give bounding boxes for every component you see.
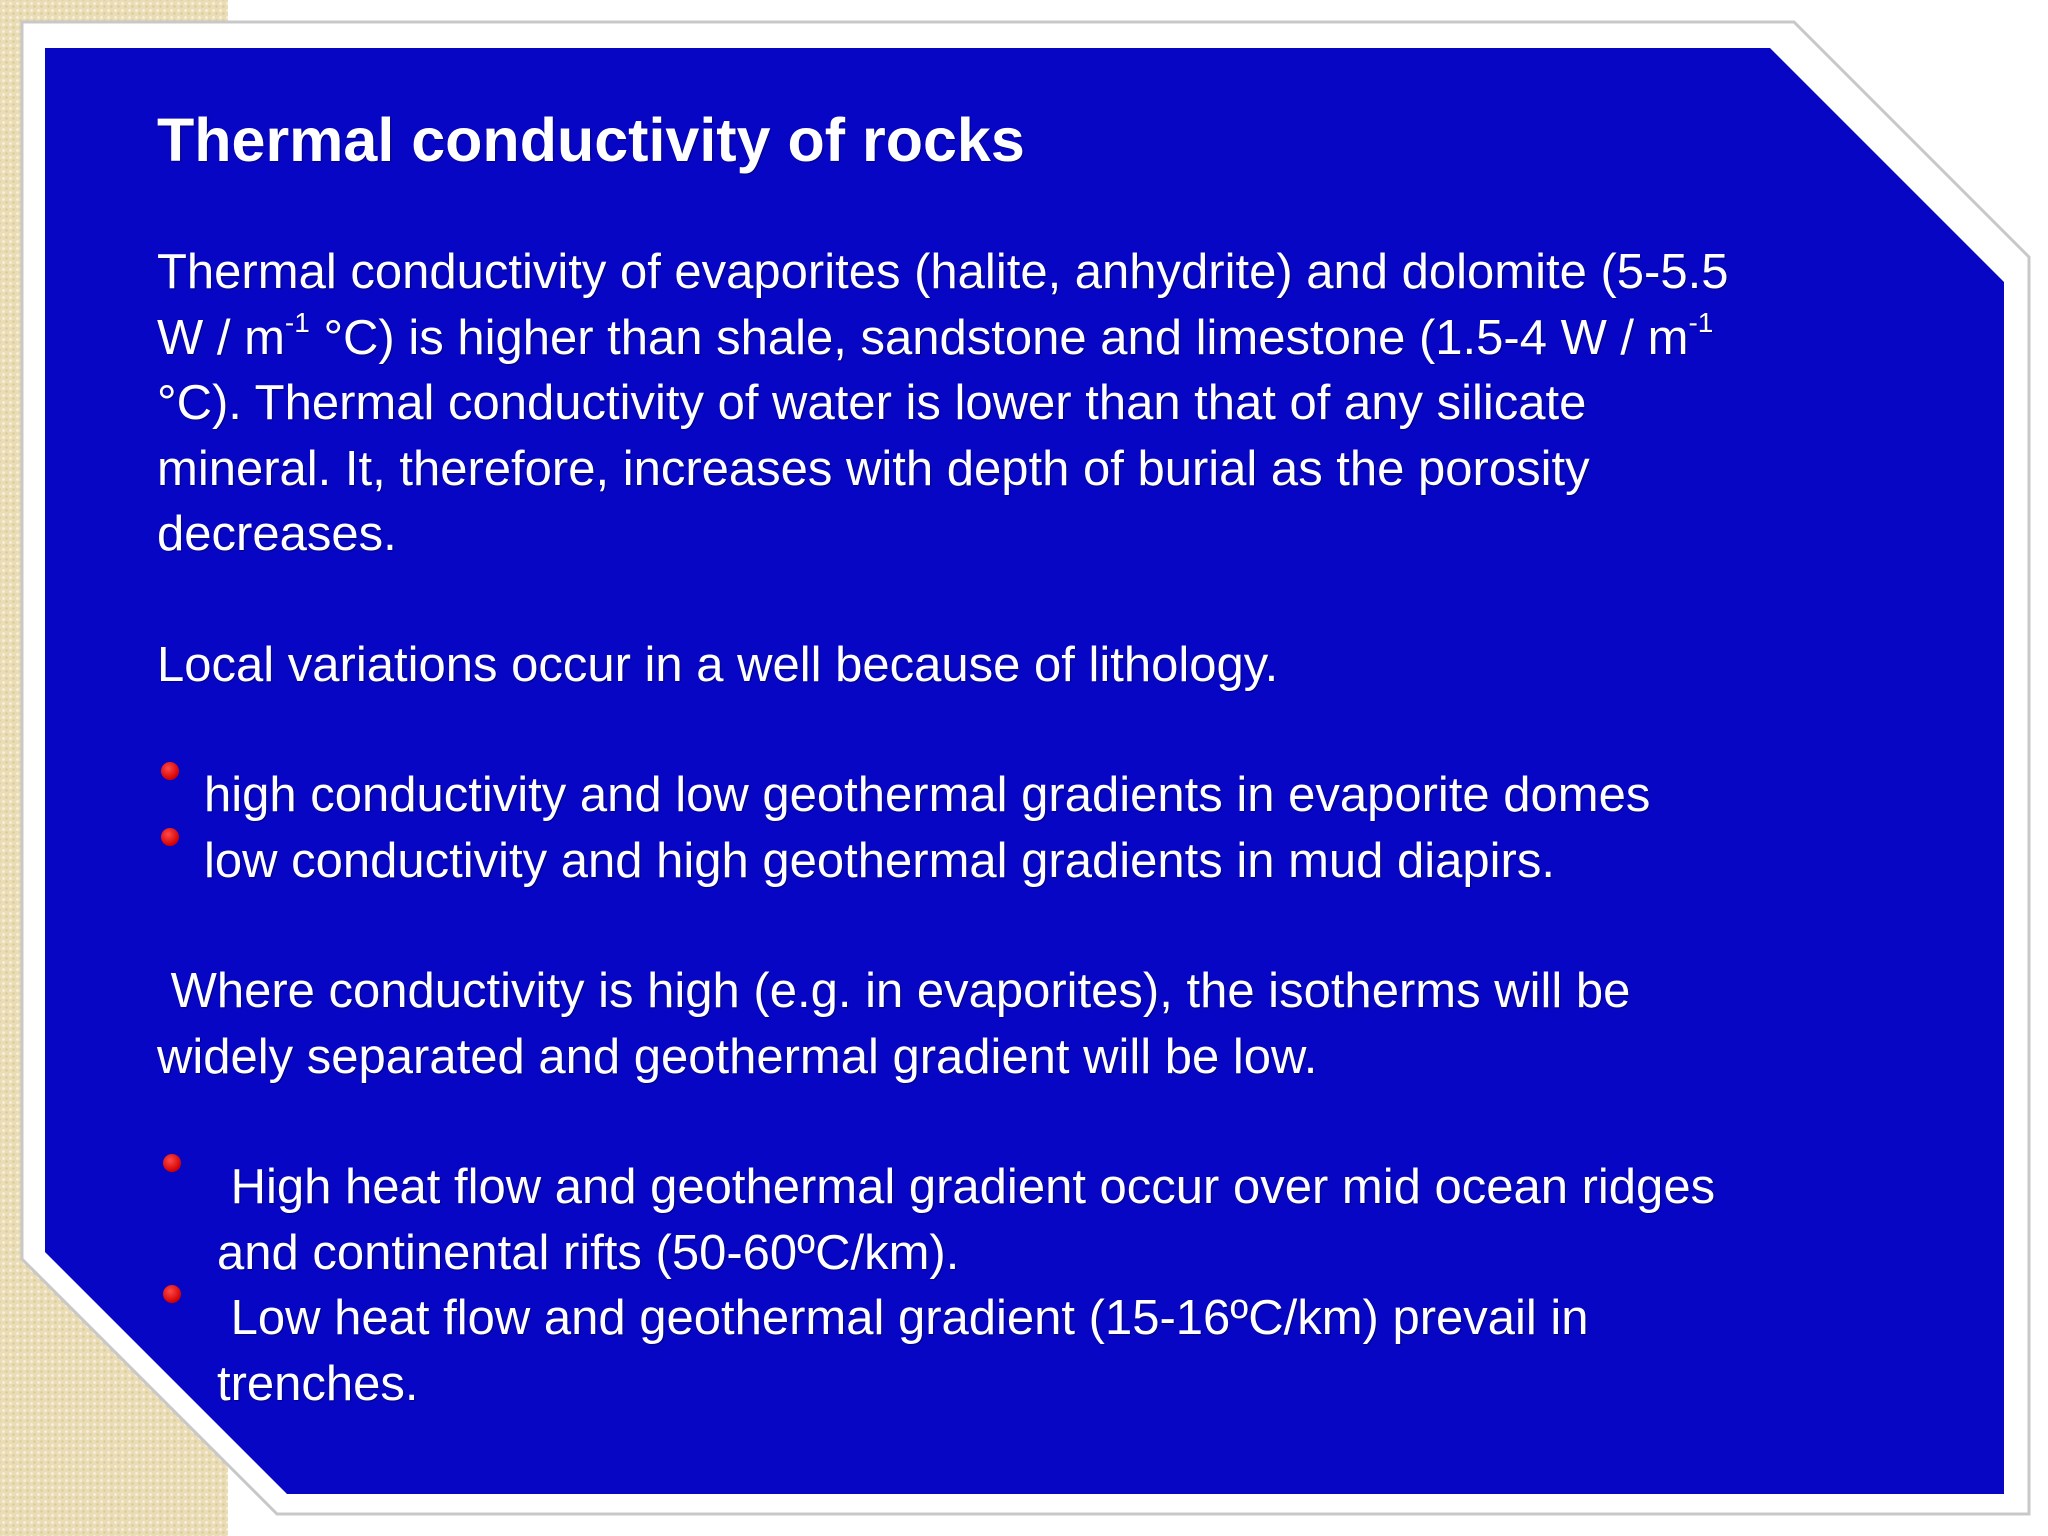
paragraph-line: decreases. <box>157 507 397 561</box>
red-bullet-icon <box>161 762 179 780</box>
bullet-text-line: trenches. <box>217 1356 419 1411</box>
bullet-item <box>157 763 1957 829</box>
paragraph-line: °C). Thermal conductivity of water is lower than that of any silicate <box>157 376 1587 430</box>
bullet-text-line: Low heat flow and geothermal gradient (15-16ºC/km) prevail in <box>217 1291 1589 1345</box>
red-bullet-icon <box>163 1154 181 1172</box>
red-bullet-icon <box>161 828 179 846</box>
paragraph-line: mineral. It, therefore, increases with depth of burial as the porosity <box>157 441 1590 496</box>
paragraph-line: Thermal conductivity of evaporites (halite, anhydrite) and dolomite (5-5.5 <box>157 245 1729 299</box>
slide-content <box>157 100 1957 1417</box>
bullet-text-line: High heat flow and geothermal gradient occur over mid ocean ridges <box>217 1160 1716 1214</box>
paragraph-conductivity-high <box>157 959 1957 1090</box>
red-bullet-icon <box>163 1285 181 1303</box>
bullet-item <box>157 1286 1957 1417</box>
bullet-text: high conductivity and low geothermal gradients in evaporite domes <box>204 768 1651 822</box>
text-segment: °C) is higher than shale, sandstone and limestone (1.5-4 W / m <box>309 310 1689 365</box>
paragraph-thermal-conductivity <box>157 240 1957 568</box>
bullet-item <box>157 1155 1957 1286</box>
bullet-item <box>157 829 1957 895</box>
paragraph-local-variations: Local variations occur in a well because of lithology. <box>157 637 1279 692</box>
superscript: -1 <box>1688 306 1714 338</box>
paragraph-line <box>157 306 1957 372</box>
slide-title: Thermal conductivity of rocks <box>157 106 1025 174</box>
bullet-text-line: and continental rifts (50-60ºC/km). <box>217 1225 960 1280</box>
text-segment: W / m <box>157 310 285 365</box>
paragraph-line: widely separated and geothermal gradient will be low. <box>157 1029 1318 1084</box>
paragraph-line: Where conductivity is high (e.g. in evaporites), the isotherms will be <box>157 964 1631 1018</box>
superscript: -1 <box>284 306 310 338</box>
bullet-text: low conductivity and high geothermal gradients in mud diapirs. <box>204 833 1555 888</box>
